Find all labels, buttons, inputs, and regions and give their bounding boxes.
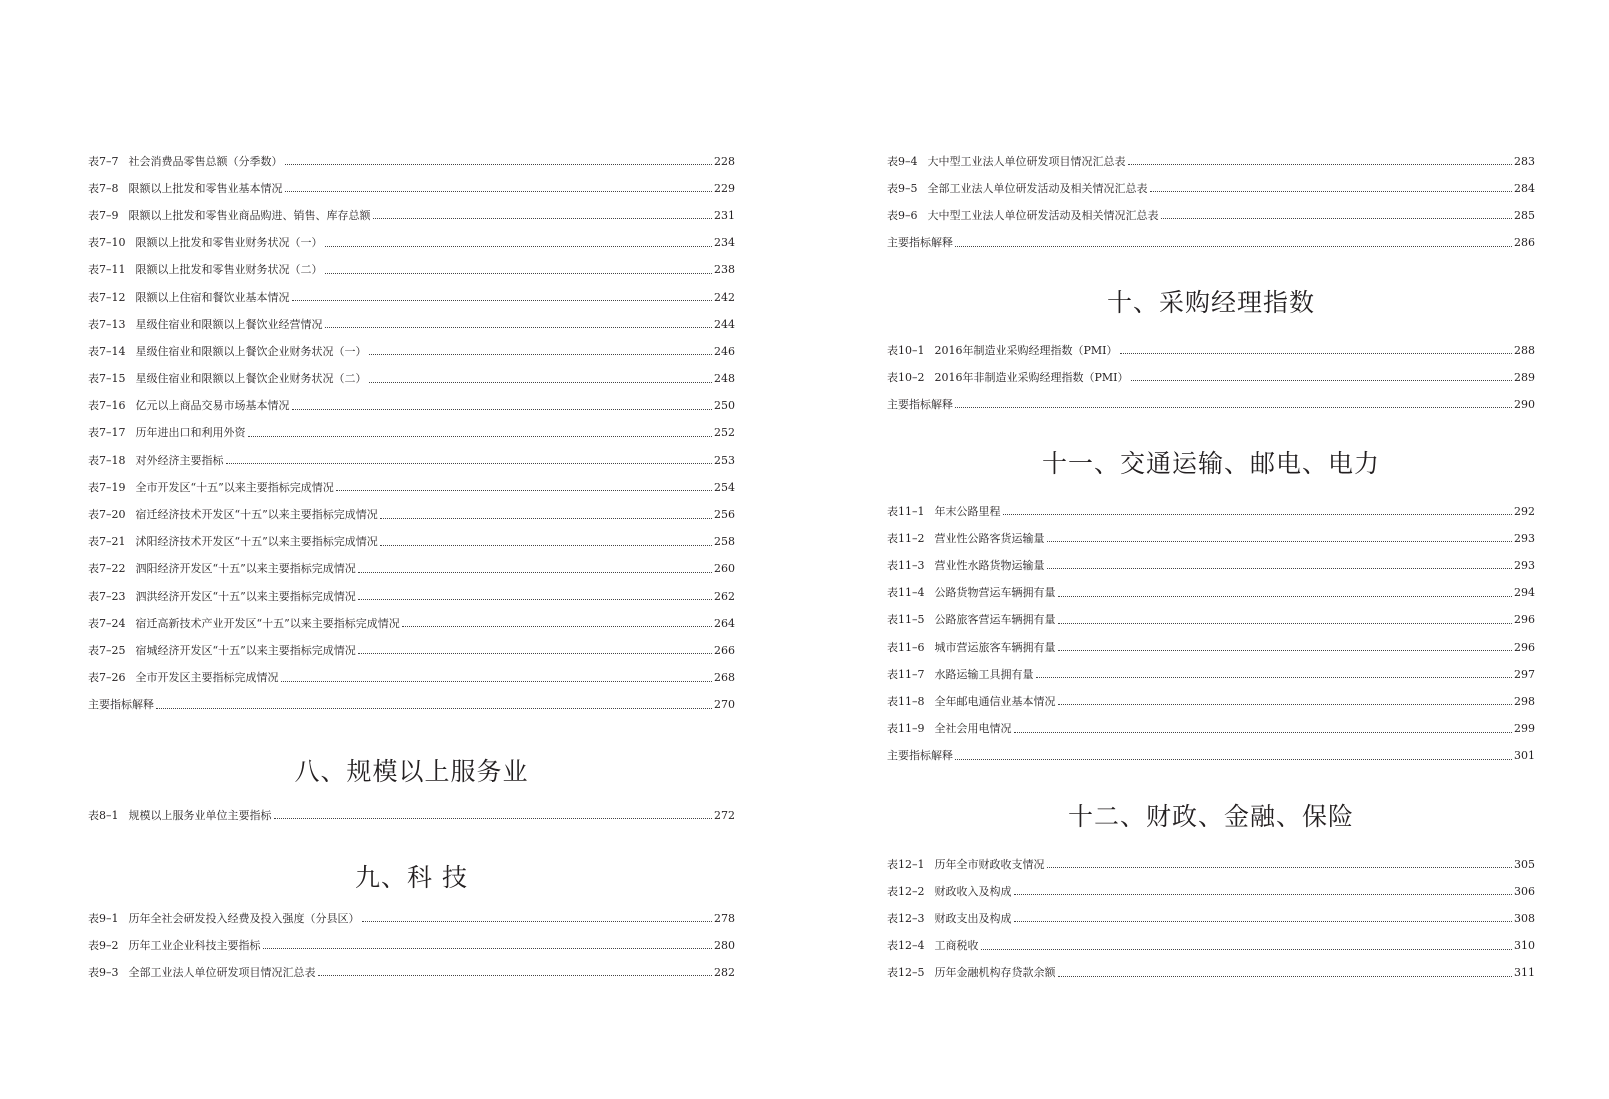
dot-leader	[248, 436, 713, 437]
entry-title: 全市开发区“十五”以来主要指标完成情况	[135, 480, 334, 494]
page-number: 284	[1514, 181, 1535, 195]
toc-entry[interactable]	[88, 230, 735, 257]
table-number: 表7–11	[88, 263, 126, 277]
dot-leader	[369, 354, 713, 355]
page-number: 294	[1514, 586, 1535, 600]
page-number: 254	[714, 480, 735, 494]
dot-leader	[1047, 568, 1513, 569]
toc-entry[interactable]	[88, 474, 735, 501]
dot-leader	[373, 218, 713, 219]
page-number: 308	[1514, 911, 1535, 925]
table-number: 表11–4	[887, 586, 925, 600]
entry-title: 全市开发区主要指标完成情况	[135, 671, 279, 685]
page-number: 231	[714, 208, 735, 222]
toc-entry[interactable]	[887, 905, 1535, 932]
dot-leader	[1058, 596, 1513, 597]
table-number: 表9–3	[88, 965, 119, 979]
dot-leader	[1047, 541, 1513, 542]
dot-leader	[1058, 976, 1513, 977]
dot-leader	[292, 300, 713, 301]
entry-title: 主要指标解释	[887, 236, 953, 250]
entry-title: 限额以上批发和零售业财务状况（二）	[135, 263, 323, 277]
entry-title: 限额以上住宿和餐饮业基本情况	[135, 290, 290, 304]
toc-entry[interactable]	[88, 393, 735, 420]
page-number: 310	[1514, 939, 1535, 953]
page-number: 286	[1514, 236, 1535, 250]
entry-title: 限额以上批发和零售业财务状况（一）	[135, 236, 323, 250]
section-heading: 十一、交通运输、邮电、电力	[1041, 449, 1380, 478]
table-number: 表7–7	[88, 154, 119, 168]
page-number: 252	[714, 426, 735, 440]
toc-entry[interactable]	[88, 665, 735, 692]
table-number: 表11–8	[887, 694, 925, 708]
dot-leader	[325, 246, 713, 247]
page-number: 262	[714, 589, 735, 603]
table-number: 表11–9	[887, 722, 925, 736]
dot-leader	[1003, 514, 1513, 515]
entry-title: 城市营运旅客车辆拥有量	[934, 640, 1056, 654]
page-number: 297	[1514, 667, 1535, 681]
section-heading: 十、采购经理指数	[1106, 288, 1315, 317]
table-number: 表9–2	[88, 938, 119, 952]
entry-title: 主要指标解释	[88, 698, 154, 712]
toc-entry[interactable]	[88, 148, 735, 175]
entry-title: 历年工业企业科技主要指标	[128, 938, 261, 952]
table-number: 表7–17	[88, 426, 126, 440]
dot-leader	[380, 518, 712, 519]
page-number: 246	[714, 344, 735, 358]
page-number: 298	[1514, 694, 1535, 708]
entry-title: 财政收入及构成	[934, 884, 1012, 898]
toc-entry[interactable]	[887, 552, 1535, 579]
table-number: 表7–16	[88, 399, 126, 413]
page-number: 244	[714, 317, 735, 331]
toc-entry[interactable]	[887, 364, 1535, 391]
toc-entry[interactable]	[88, 583, 735, 610]
table-number: 表10–1	[887, 343, 925, 357]
table-number: 表7–18	[88, 453, 126, 467]
entry-title: 公路旅客营运车辆拥有量	[934, 613, 1056, 627]
entry-title: 历年金融机构存贷款余额	[934, 966, 1056, 980]
table-number: 表7–21	[88, 535, 126, 549]
page-number: 256	[714, 508, 735, 522]
toc-entry[interactable]	[887, 851, 1535, 878]
page-number: 280	[714, 938, 735, 952]
entry-title: 宿迁经济技术开发区“十五”以来主要指标完成情况	[135, 508, 378, 522]
toc-entry[interactable]	[88, 802, 735, 829]
page-number: 238	[714, 263, 735, 277]
table-number: 表9–1	[88, 911, 119, 925]
page-number: 293	[1514, 558, 1535, 572]
toc-entry[interactable]	[88, 284, 735, 311]
entry-title: 限额以上批发和零售业基本情况	[128, 181, 283, 195]
page-number: 260	[714, 562, 735, 576]
page-number: 272	[714, 808, 735, 822]
toc-entry[interactable]	[887, 716, 1535, 743]
dot-leader	[325, 273, 713, 274]
table-number: 表11–7	[887, 667, 925, 681]
toc-entry[interactable]	[887, 634, 1535, 661]
page-number: 250	[714, 399, 735, 413]
section-heading: 十二、财政、金融、保险	[1067, 802, 1354, 831]
toc-entry[interactable]	[88, 610, 735, 637]
entry-title: 财政支出及构成	[934, 911, 1012, 925]
toc-entry[interactable]	[887, 960, 1535, 987]
toc-entry[interactable]	[887, 498, 1535, 525]
toc-entry[interactable]	[887, 148, 1535, 175]
page-number: 242	[714, 290, 735, 304]
toc-entry[interactable]	[887, 230, 1535, 257]
table-number: 表7–19	[88, 480, 126, 494]
toc-list	[88, 148, 735, 719]
toc-entry[interactable]	[88, 447, 735, 474]
page-number: 283	[1514, 154, 1535, 168]
entry-title: 限额以上批发和零售业商品购进、销售、库存总额	[128, 208, 371, 222]
dot-leader	[325, 327, 713, 328]
table-number: 表10–2	[887, 370, 925, 384]
toc-entry[interactable]	[88, 420, 735, 447]
table-number: 表8–1	[88, 808, 119, 822]
toc-entry[interactable]	[887, 580, 1535, 607]
toc-entry[interactable]	[887, 391, 1535, 418]
table-number: 表7–13	[88, 317, 126, 331]
section-heading: 九、科 技	[355, 863, 468, 892]
page-number: 305	[1514, 857, 1535, 871]
dot-leader	[369, 382, 713, 383]
entry-title: 营业性水路货物运输量	[934, 558, 1045, 572]
toc-entry[interactable]	[887, 743, 1535, 770]
entry-title: 全社会用电情况	[934, 722, 1012, 736]
dot-leader	[1058, 650, 1513, 651]
toc-entry[interactable]	[88, 257, 735, 284]
page-number: 278	[714, 911, 735, 925]
dot-leader	[336, 490, 712, 491]
toc-entry[interactable]	[88, 175, 735, 202]
table-number: 表11–5	[887, 613, 925, 627]
entry-title: 泗阳经济开发区“十五”以来主要指标完成情况	[135, 562, 356, 576]
entry-title: 2016年制造业采购经理指数（PMI）	[934, 343, 1118, 357]
entry-title: 亿元以上商品交易市场基本情况	[135, 399, 290, 413]
entry-title: 星级住宿业和限额以上餐饮企业财务状况（一）	[135, 344, 367, 358]
page-number: 311	[1514, 966, 1535, 980]
page-number: 228	[714, 154, 735, 168]
dot-leader	[380, 545, 712, 546]
toc-entry[interactable]	[88, 905, 735, 932]
entry-title: 沭阳经济技术开发区“十五”以来主要指标完成情况	[135, 535, 378, 549]
toc-entry[interactable]	[88, 556, 735, 583]
table-number: 表12–4	[887, 939, 925, 953]
table-number: 表12–2	[887, 884, 925, 898]
entry-title: 全年邮电通信业基本情况	[934, 694, 1056, 708]
table-number: 表9–6	[887, 208, 918, 222]
page-number: 293	[1514, 531, 1535, 545]
dot-leader	[358, 599, 712, 600]
entry-title: 水路运输工具拥有量	[934, 667, 1034, 681]
toc-entry[interactable]	[887, 337, 1535, 364]
dot-leader	[1058, 623, 1513, 624]
toc-entry[interactable]	[88, 501, 735, 528]
entry-title: 全部工业法人单位研发项目情况汇总表	[128, 965, 316, 979]
toc-entry[interactable]	[887, 607, 1535, 634]
dot-leader	[285, 164, 713, 165]
entry-title: 社会消费品零售总额（分季数）	[128, 154, 283, 168]
dot-leader	[358, 572, 712, 573]
page-number: 248	[714, 372, 735, 386]
entry-title: 泗洪经济开发区“十五”以来主要指标完成情况	[135, 589, 356, 603]
dot-leader	[226, 463, 713, 464]
entry-title: 工商税收	[934, 939, 979, 953]
toc-entry[interactable]	[887, 688, 1535, 715]
page-number: 288	[1514, 343, 1535, 357]
toc-entry[interactable]	[887, 202, 1535, 229]
dot-leader	[1014, 921, 1513, 922]
toc-entry[interactable]	[88, 529, 735, 556]
table-number: 表7–9	[88, 208, 119, 222]
page-number: 290	[1514, 397, 1535, 411]
table-number: 表11–2	[887, 531, 925, 545]
entry-title: 年末公路里程	[934, 504, 1001, 518]
section-heading: 八、规模以上服务业	[294, 757, 529, 786]
entry-title: 大中型工业法人单位研发活动及相关情况汇总表	[927, 208, 1159, 222]
toc-entry[interactable]	[887, 175, 1535, 202]
dot-leader	[1014, 894, 1513, 895]
table-number: 表7–15	[88, 372, 126, 386]
entry-title: 历年全市财政收支情况	[934, 857, 1045, 871]
table-number: 表12–1	[887, 857, 925, 871]
page-number: 229	[714, 181, 735, 195]
page-number: 292	[1514, 504, 1535, 518]
entry-title: 星级住宿业和限额以上餐饮企业财务状况（二）	[135, 372, 367, 386]
dot-leader	[156, 708, 712, 709]
toc-list	[887, 851, 1535, 987]
toc-list	[887, 148, 1535, 257]
table-number: 表7–8	[88, 181, 119, 195]
entry-title: 宿城经济开发区“十五”以来主要指标完成情况	[135, 643, 356, 657]
toc-entry[interactable]	[88, 366, 735, 393]
right-page	[887, 0, 1535, 1099]
dot-leader	[1120, 353, 1512, 354]
toc-entry[interactable]	[88, 338, 735, 365]
dot-leader	[263, 948, 713, 949]
table-number: 表7–24	[88, 616, 126, 630]
dot-leader	[1128, 164, 1513, 165]
page-number: 299	[1514, 722, 1535, 736]
dot-leader	[1036, 677, 1513, 678]
table-number: 表7–14	[88, 344, 126, 358]
dot-leader	[955, 407, 1512, 408]
page-number: 306	[1514, 884, 1535, 898]
dot-leader	[1047, 867, 1513, 868]
dot-leader	[1014, 732, 1513, 733]
dot-leader	[402, 626, 712, 627]
dot-leader	[285, 191, 713, 192]
page-number: 258	[714, 535, 735, 549]
dot-leader	[955, 246, 1512, 247]
toc-entry[interactable]	[88, 202, 735, 229]
table-number: 表7–25	[88, 643, 126, 657]
page-number: 268	[714, 671, 735, 685]
entry-title: 2016年非制造业采购经理指数（PMI）	[934, 370, 1129, 384]
toc-entry[interactable]	[88, 932, 735, 959]
dot-leader	[292, 409, 713, 410]
toc-entry[interactable]	[887, 525, 1535, 552]
entry-title: 规模以上服务业单位主要指标	[128, 808, 272, 822]
entry-title: 星级住宿业和限额以上餐饮业经营情况	[135, 317, 323, 331]
page-number: 264	[714, 616, 735, 630]
table-number: 表7–22	[88, 562, 126, 576]
dot-leader	[358, 653, 712, 654]
dot-leader	[955, 759, 1512, 760]
entry-title: 历年全社会研发投入经费及投入强度（分县区）	[128, 911, 360, 925]
table-number: 表9–5	[887, 181, 918, 195]
toc-entry[interactable]	[887, 661, 1535, 688]
page-number: 253	[714, 453, 735, 467]
table-number: 表12–5	[887, 966, 925, 980]
page-number: 285	[1514, 208, 1535, 222]
toc-entry[interactable]	[887, 878, 1535, 905]
dot-leader	[1131, 380, 1512, 381]
entry-title: 主要指标解释	[887, 749, 953, 763]
toc-entry[interactable]	[88, 311, 735, 338]
table-number: 表7–10	[88, 236, 126, 250]
entry-title: 宿迁高新技术产业开发区“十五”以来主要指标完成情况	[135, 616, 400, 630]
table-number: 表11–6	[887, 640, 925, 654]
dot-leader	[274, 818, 713, 819]
table-number: 表7–20	[88, 508, 126, 522]
toc-entry[interactable]	[88, 959, 735, 986]
toc-entry[interactable]	[887, 933, 1535, 960]
entry-title: 主要指标解释	[887, 397, 953, 411]
toc-entry[interactable]	[88, 692, 735, 719]
table-number: 表11–1	[887, 504, 925, 518]
toc-list	[887, 498, 1535, 770]
entry-title: 营业性公路客货运输量	[934, 531, 1045, 545]
table-number: 表7–23	[88, 589, 126, 603]
entry-title: 全部工业法人单位研发活动及相关情况汇总表	[927, 181, 1148, 195]
table-number: 表7–26	[88, 671, 126, 685]
dot-leader	[362, 921, 713, 922]
toc-list	[88, 905, 735, 987]
toc-list	[887, 337, 1535, 419]
table-number: 表12–3	[887, 911, 925, 925]
page-number: 266	[714, 643, 735, 657]
page-number: 296	[1514, 613, 1535, 627]
dot-leader	[1161, 218, 1513, 219]
page-number: 296	[1514, 640, 1535, 654]
page-number: 282	[714, 965, 735, 979]
page-number: 289	[1514, 370, 1535, 384]
table-number: 表11–3	[887, 558, 925, 572]
dot-leader	[981, 949, 1513, 950]
page-number: 270	[714, 698, 735, 712]
toc-list	[88, 802, 735, 829]
dot-leader	[318, 975, 713, 976]
entry-title: 公路货物营运车辆拥有量	[934, 586, 1056, 600]
left-page	[88, 0, 735, 1099]
entry-title: 大中型工业法人单位研发项目情况汇总表	[927, 154, 1126, 168]
page-number: 234	[714, 236, 735, 250]
entry-title: 对外经济主要指标	[135, 453, 224, 467]
entry-title: 历年进出口和利用外资	[135, 426, 246, 440]
dot-leader	[1058, 704, 1513, 705]
table-number: 表7–12	[88, 290, 126, 304]
toc-entry[interactable]	[88, 637, 735, 664]
table-number: 表9–4	[887, 154, 918, 168]
dot-leader	[1150, 191, 1513, 192]
dot-leader	[281, 681, 713, 682]
page-number: 301	[1514, 749, 1535, 763]
